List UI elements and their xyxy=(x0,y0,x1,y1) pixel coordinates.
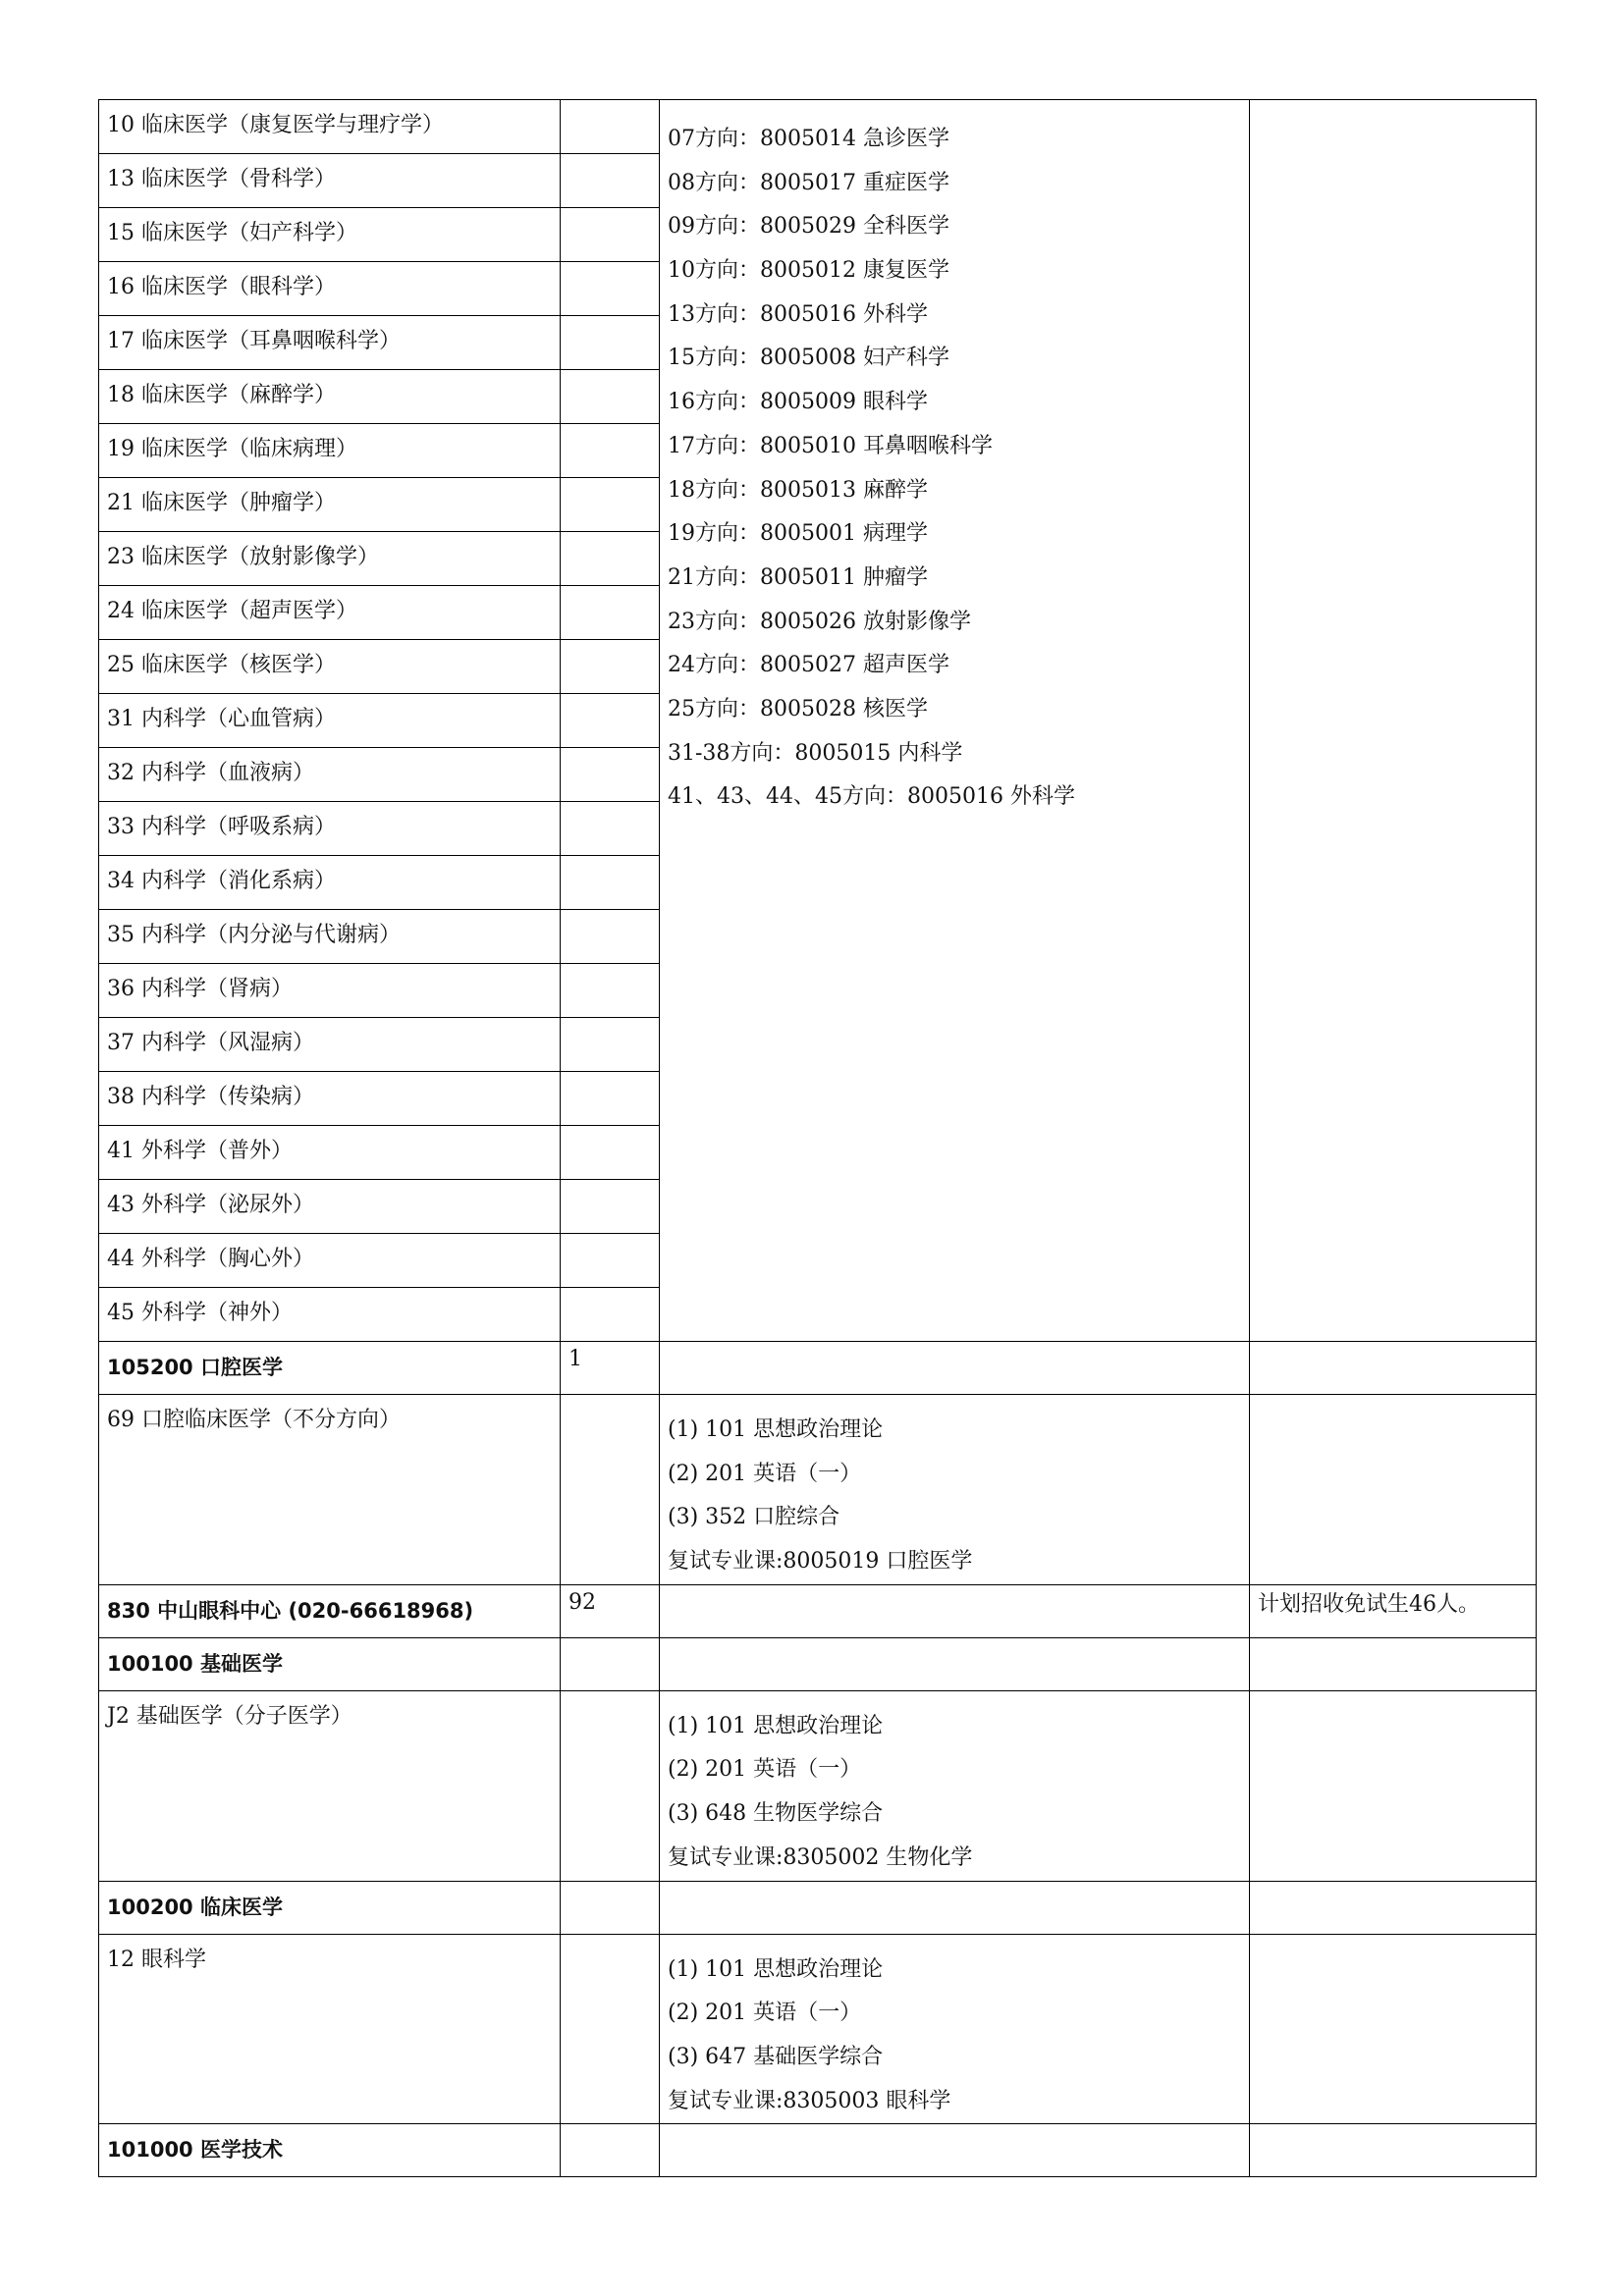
retest-course: 复试专业课:8005019 口腔医学 xyxy=(668,1549,973,1575)
retest-course-item: 17方向：8005010 耳鼻咽喉科学 xyxy=(668,433,993,458)
remarks-cell xyxy=(1250,1342,1537,1395)
exam-subject: (1) 101 思想政治理论 xyxy=(668,1713,884,1738)
direction-cell: 37 内科学（风湿病） xyxy=(99,1018,561,1072)
direction-cell: 18 临床医学（麻醉学） xyxy=(99,370,561,424)
remarks-cell xyxy=(1250,1637,1537,1690)
retest-course-item: 24方向：8005027 超声医学 xyxy=(668,653,949,678)
enrollment-count xyxy=(561,1881,660,1934)
direction-count-cell xyxy=(561,424,660,478)
direction-cell: 17 临床医学（耳鼻咽喉科学） xyxy=(99,316,561,370)
remarks-cell xyxy=(1250,1934,1537,2124)
enrollment-count xyxy=(561,1637,660,1690)
admission-catalog-page xyxy=(98,99,1536,2177)
direction-cell: 41 外科学（普外） xyxy=(99,1126,561,1180)
exam-subject: (3) 648 生物医学综合 xyxy=(668,1801,884,1827)
exam-subject: (1) 101 思想政治理论 xyxy=(668,1417,884,1442)
major-heading: 100200 临床医学 xyxy=(99,1881,561,1934)
direction-cell: 19 临床医学（临床病理） xyxy=(99,424,561,478)
direction-count-cell xyxy=(561,1072,660,1126)
enrollment-count: 92 xyxy=(561,1584,660,1637)
remarks-cell xyxy=(1250,100,1537,1342)
retest-course: 复试专业课:8305002 生物化学 xyxy=(668,1844,973,1870)
direction-cell: 16 临床医学（眼科学） xyxy=(99,262,561,316)
exam-subject: (2) 201 英语（一） xyxy=(668,1757,862,1783)
retest-course: 复试专业课:8305003 眼科学 xyxy=(668,2088,951,2113)
direction-cell: 45 外科学（神外） xyxy=(99,1288,561,1342)
enrollment-count xyxy=(561,1395,660,1585)
exam-cell xyxy=(660,1637,1250,1690)
direction-count-cell xyxy=(561,208,660,262)
direction-count-cell xyxy=(561,910,660,964)
direction-cell: 36 内科学（肾病） xyxy=(99,964,561,1018)
direction-cell: 24 临床医学（超声医学） xyxy=(99,586,561,640)
retest-course-item: 08方向：8005017 重症医学 xyxy=(668,170,949,195)
exam-cell xyxy=(660,1342,1250,1395)
direction-cell: 32 内科学（血液病） xyxy=(99,748,561,802)
exam-subject: (1) 101 思想政治理论 xyxy=(668,1956,884,1982)
retest-course-item: 18方向：8005013 麻醉学 xyxy=(668,477,928,503)
direction-count-cell xyxy=(561,1018,660,1072)
direction-cell: 21 临床医学（肿瘤学） xyxy=(99,478,561,532)
catalog-table xyxy=(98,99,1537,2177)
direction-count-cell xyxy=(561,748,660,802)
direction-count-cell xyxy=(561,1180,660,1234)
exam-subjects xyxy=(660,1395,1250,1585)
retest-course-item: 15方向：8005008 妇产科学 xyxy=(668,346,949,371)
direction-count-cell xyxy=(561,1234,660,1288)
major-heading: 105200 口腔医学 xyxy=(99,1342,561,1395)
exam-subject: (2) 201 英语（一） xyxy=(668,1461,862,1486)
direction-count-cell xyxy=(561,100,660,154)
retest-course-item: 10方向：8005012 康复医学 xyxy=(668,258,949,284)
exam-subjects xyxy=(660,1934,1250,2124)
direction-count-cell xyxy=(561,802,660,856)
major-heading: 100100 基础医学 xyxy=(99,1637,561,1690)
retest-course-item: 09方向：8005029 全科医学 xyxy=(668,214,949,240)
enrollment-count xyxy=(561,1690,660,1881)
remarks-cell xyxy=(1250,2124,1537,2177)
exam-cell xyxy=(660,1584,1250,1637)
direction-cell: 44 外科学（胸心外） xyxy=(99,1234,561,1288)
exam-cell xyxy=(660,2124,1250,2177)
direction-count-cell xyxy=(561,586,660,640)
research-direction: 69 口腔临床医学（不分方向） xyxy=(99,1395,561,1585)
direction-cell: 31 内科学（心血管病） xyxy=(99,694,561,748)
enrollment-count: 1 xyxy=(561,1342,660,1395)
direction-count-cell xyxy=(561,262,660,316)
retest-course-item: 07方向：8005014 急诊医学 xyxy=(668,127,949,151)
direction-count-cell xyxy=(561,154,660,208)
retest-course-item: 16方向：8005009 眼科学 xyxy=(668,390,928,415)
major-heading: 101000 医学技术 xyxy=(99,2124,561,2177)
direction-count-cell xyxy=(561,1288,660,1342)
direction-cell: 15 临床医学（妇产科学） xyxy=(99,208,561,262)
direction-cell: 23 临床医学（放射影像学） xyxy=(99,532,561,586)
direction-cell: 34 内科学（消化系病） xyxy=(99,856,561,910)
direction-count-cell xyxy=(561,694,660,748)
retest-course-item: 21方向：8005011 肿瘤学 xyxy=(668,564,928,590)
retest-course-item: 25方向：8005028 核医学 xyxy=(668,696,928,721)
direction-count-cell xyxy=(561,964,660,1018)
exam-subjects xyxy=(660,1690,1250,1881)
exam-subject: (3) 647 基础医学综合 xyxy=(668,2044,884,2069)
direction-cell: 43 外科学（泌尿外） xyxy=(99,1180,561,1234)
department-heading: 830 中山眼科中心 (020-66618968) xyxy=(99,1584,561,1637)
retest-course-item: 41、43、44、45方向：8005016 外科学 xyxy=(668,784,1075,810)
remarks-cell xyxy=(1250,1690,1537,1881)
direction-cell: 33 内科学（呼吸系病） xyxy=(99,802,561,856)
remarks-note: 计划招收免试生46人。 xyxy=(1250,1584,1537,1637)
exam-cell xyxy=(660,1881,1250,1934)
direction-cell: 25 临床医学（核医学） xyxy=(99,640,561,694)
direction-count-cell xyxy=(561,370,660,424)
direction-count-cell xyxy=(561,532,660,586)
exam-subject: (2) 201 英语（一） xyxy=(668,2001,862,2026)
direction-cell: 35 内科学（内分泌与代谢病） xyxy=(99,910,561,964)
retest-course-list xyxy=(660,100,1250,1342)
retest-course-item: 19方向：8005001 病理学 xyxy=(668,521,928,547)
retest-course-item: 13方向：8005016 外科学 xyxy=(668,301,928,327)
retest-course-item: 31-38方向：8005015 内科学 xyxy=(668,740,963,766)
direction-cell: 38 内科学（传染病） xyxy=(99,1072,561,1126)
direction-count-cell xyxy=(561,856,660,910)
exam-subject: (3) 352 口腔综合 xyxy=(668,1505,840,1530)
research-direction: J2 基础医学（分子医学） xyxy=(99,1690,561,1881)
direction-cell: 13 临床医学（骨科学） xyxy=(99,154,561,208)
direction-cell: 10 临床医学（康复医学与理疗学） xyxy=(99,100,561,154)
remarks-cell xyxy=(1250,1395,1537,1585)
remarks-cell xyxy=(1250,1881,1537,1934)
direction-count-cell xyxy=(561,640,660,694)
enrollment-count xyxy=(561,2124,660,2177)
direction-count-cell xyxy=(561,1126,660,1180)
enrollment-count xyxy=(561,1934,660,2124)
retest-course-item: 23方向：8005026 放射影像学 xyxy=(668,609,971,634)
direction-count-cell xyxy=(561,478,660,532)
direction-count-cell xyxy=(561,316,660,370)
research-direction: 12 眼科学 xyxy=(99,1934,561,2124)
